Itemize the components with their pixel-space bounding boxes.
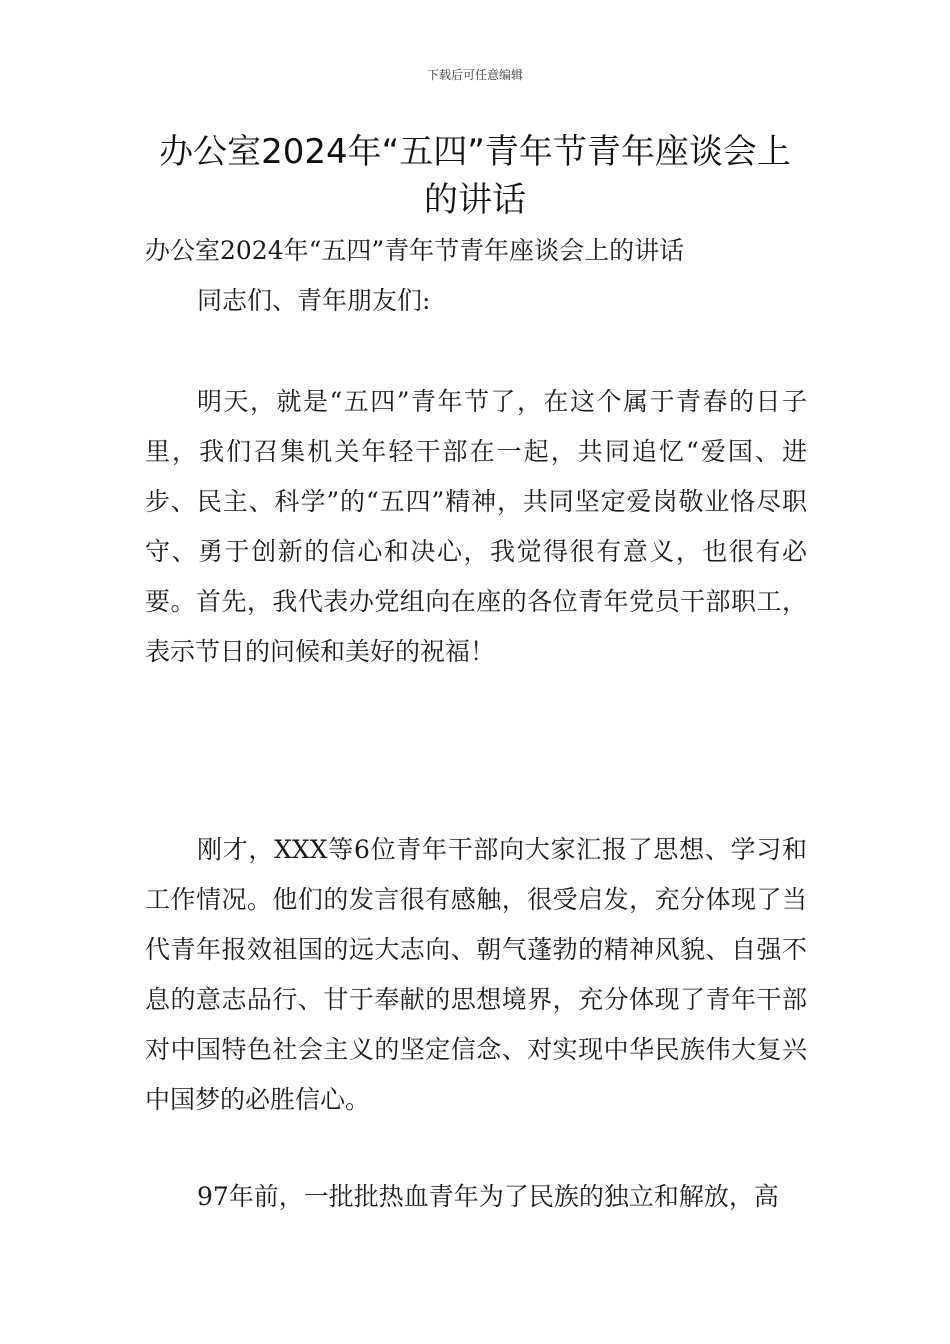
paragraph: 刚才，XXX等6位青年干部向大家汇报了思想、学习和工作情况。他们的发言很有感触，很受启发，充分体现了当代青年报效祖国的远大志向、朝气蓬勃的精神风貌、自强不息的意志品行、甘于奉献的思想境界，充分体现了青年干部对中国特色社会主义的坚定信念、对实现中华民族伟大复兴中国梦的必胜信心。 [145, 835, 807, 1114]
paragraph: 97年前，一批批热血青年为了民族的独立和解放，高 [197, 1182, 779, 1211]
header-note: 下载后可任意编辑 [426, 68, 523, 82]
greeting: 同志们、青年朋友们: [197, 286, 431, 315]
document-subtitle: 办公室2024年“五四”青年节青年座谈会上的讲话 [145, 236, 685, 265]
document-title: 办公室2024年“五四”青年节青年座谈会上的讲话 [159, 132, 791, 220]
paragraph: 明天，就是“五四”青年节了，在这个属于青春的日子里，我们召集机关年轻干部在一起，共同追忆“爱国、进步、民主、科学”的“五四”精神，共同坚定爱岗敬业恪尽职守、勇于创新的信心和决心，我觉得很有意义，也很有必要。首先，我代表办党组向在座的各位青年党员干部职工，表示节日的问候和美好的祝福！ [145, 387, 807, 666]
